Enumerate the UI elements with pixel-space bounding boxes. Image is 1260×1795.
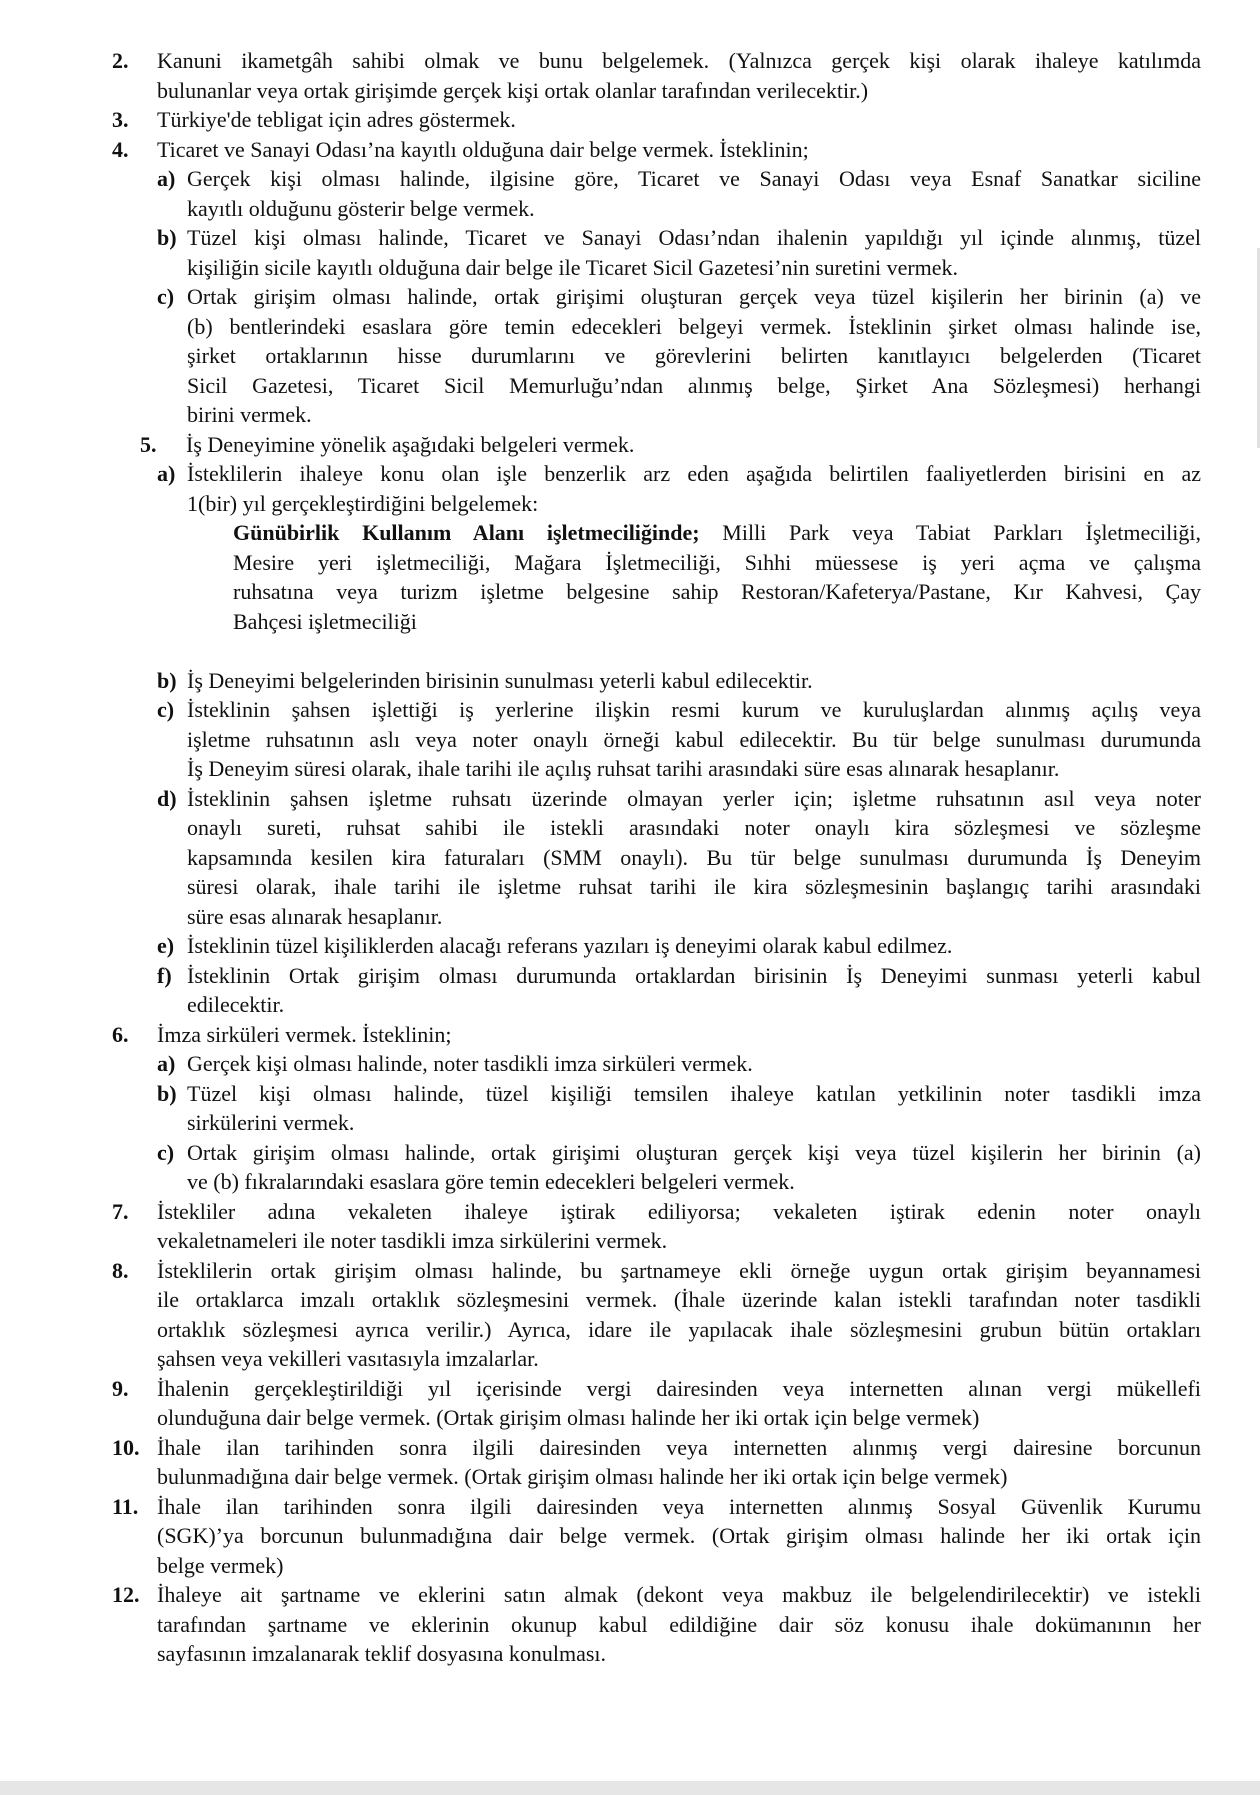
line-text: bulunmadığına dair belge vermek. (Ortak girişim olması halinde her iki ortak için belge vermek) [157, 1464, 1008, 1489]
line-text: tarafından şartname ve eklerinin okunup kabul edildiğine dair söz konusu ihale dokümanının her [157, 1611, 1201, 1637]
line-text: İstekliler adına vekaleten ihaleye iştirak ediliyorsa; vekaleten iştirak edenin noter onaylı [157, 1198, 1201, 1224]
sub-item-letter: c) [157, 1139, 175, 1165]
item-number: 4. [112, 136, 129, 162]
text-line [0, 813, 1260, 843]
text-line [0, 1610, 1260, 1640]
text-line [0, 1551, 1260, 1581]
text-line [0, 1108, 1260, 1138]
text-line [0, 371, 1260, 401]
line-text: edilecektir. [187, 992, 285, 1017]
text-line [0, 990, 1260, 1020]
text-line [0, 607, 1260, 637]
item-number: 10. [112, 1434, 140, 1460]
text-line [0, 1639, 1260, 1669]
text-line [0, 1344, 1260, 1374]
line-text: ile ortaklarca imzalı ortaklık sözleşmesini vermek. (İhale üzerinde kalan istekli tarafından noter tasdikli [157, 1287, 1201, 1312]
line-text: Tüzel kişi olması halinde, tüzel kişiliği temsilen ihaleye katılan yetkilinin noter tasdikli imza [187, 1080, 1201, 1106]
text-line [0, 1020, 1260, 1050]
text-line [0, 548, 1260, 578]
line-text: Gerçek kişi olması halinde, ilgisine göre, Ticaret ve Sanayi Odası veya Esnaf Sanatkar siciline [187, 166, 1201, 191]
line-text: Bahçesi işletmeciliği [233, 608, 417, 634]
item-number: 7. [112, 1198, 129, 1224]
bold-heading: Günübirlik Kullanım Alanı işletmeciliğinde; [233, 520, 700, 545]
item-number: 5. [140, 431, 157, 457]
text-line [0, 312, 1260, 342]
line-text: İsteklinin tüzel kişiliklerden alacağı referans yazıları iş deneyimi olarak kabul edilmez. [187, 933, 953, 958]
text-line [0, 164, 1260, 194]
line-text: İsteklinin Ortak girişim olması durumunda ortaklardan birisinin İş Deneyimi sunması yeterli kabul [187, 962, 1201, 988]
bottom-scroll-strip [0, 1781, 1260, 1795]
line-text: süresi olarak, ihale tarihi ile işletme ruhsat tarihi ile kira sözleşmesinin başlangıç tarihi arasındaki [187, 874, 1201, 899]
text-line [0, 1197, 1260, 1227]
text-line [0, 1285, 1260, 1315]
text-line [0, 1433, 1260, 1463]
line-text-rest: Milli Park veya Tabiat Parkları İşletmeciliği, [699, 520, 1201, 545]
text-line [0, 1492, 1260, 1522]
line-text: şirket ortaklarının hisse durumlarını ve görevlerini belirten kanıtlayıcı belgelerden (Ticaret [187, 343, 1201, 368]
line-text: İş Deneyimi belgelerinden birisinin sunulması yeterli kabul edilecektir. [187, 667, 813, 693]
line-text: İhale ilan tarihinden sonra ilgili dairesinden veya internetten alınmış vergi dairesine borcunun [157, 1434, 1201, 1460]
item-number: 3. [112, 107, 129, 132]
line-text: İsteklilerin ortak girişim olması halinde, bu şartnameye ekli örneğe uygun ortak girişim beyannamesi [157, 1257, 1201, 1283]
text-line [0, 1138, 1260, 1168]
text-line [0, 253, 1260, 283]
text-line [0, 1256, 1260, 1286]
text-line [0, 341, 1260, 371]
text-line [0, 518, 1260, 548]
text-line [0, 1374, 1260, 1404]
text-line [0, 725, 1260, 755]
text-line [0, 872, 1260, 902]
text-line [0, 931, 1260, 961]
text-line [0, 1049, 1260, 1079]
document-body [0, 46, 1260, 1669]
sub-item-letter: b) [157, 225, 177, 250]
text-line [0, 1079, 1260, 1109]
line-text: (b) bentlerindeki esaslara göre temin edecekleri belgeyi vermek. İsteklinin şirket olması halinde ise, [187, 313, 1201, 339]
line-text: İsteklilerin ihaleye konu olan işle benzerlik arz eden aşağıda belirtilen faaliyetlerden birisini en az [187, 461, 1201, 486]
line-text: olunduğuna dair belge vermek. (Ortak girişim olması halinde her iki ortak için belge vermek) [157, 1405, 980, 1430]
text-line [0, 46, 1260, 76]
text-line [0, 459, 1260, 489]
line-text: işletme ruhsatının aslı veya noter onaylı örneği kabul edilecektir. Bu tür belge sunulması durumunda [187, 726, 1201, 752]
item-number: 11. [112, 1493, 139, 1519]
line-text: Mesire yeri işletmeciliği, Mağara İşletmeciliği, Sıhhi müessese iş yeri açma ve çalışma [233, 549, 1201, 575]
item-number: 9. [112, 1375, 129, 1401]
line-text: vekaletnameleri ile noter tasdikli imza sirkülerini vermek. [157, 1228, 668, 1253]
line-text: kayıtlı olduğunu gösterir belge vermek. [187, 195, 535, 221]
sub-item-letter: a) [157, 1051, 176, 1076]
line-text: Ortak girişim olması halinde, ortak girişimi oluşturan gerçek kişi veya tüzel kişilerin her birinin (a) [187, 1139, 1201, 1165]
sub-item-letter: c) [157, 697, 175, 722]
line-text: ruhsatına veya turizm işletme belgesine sahip Restoran/Kafeterya/Pastane, Kır Kahvesi, Çay [233, 579, 1201, 604]
item-number: 2. [112, 48, 129, 73]
sub-item-letter: d) [157, 785, 177, 811]
line-text: bulunanlar veya ortak girişimde gerçek kişi ortak olanlar tarafından verilecektir.) [157, 77, 869, 103]
line-text: Tüzel kişi olması halinde, Ticaret ve Sanayi Odası’ndan ihalenin yapıldığı yıl içinde alınmış, tüzel [187, 225, 1201, 250]
text-line [0, 282, 1260, 312]
text-line [0, 1167, 1260, 1197]
text-line [0, 577, 1260, 607]
sub-item-letter: a) [157, 166, 176, 191]
text-line [0, 1315, 1260, 1345]
line-text: İhaleye ait şartname ve eklerini satın almak (dekont veya makbuz ile belgelendirilecektir) ve istekli [157, 1582, 1201, 1607]
line-text: Türkiye'de tebligat için adres göstermek. [157, 107, 516, 132]
line-text: İş Deneyimine yönelik aşağıdaki belgeleri vermek. [186, 431, 635, 457]
text-line [0, 400, 1260, 430]
item-number: 6. [112, 1021, 129, 1047]
item-number: 12. [112, 1582, 140, 1607]
text-line [0, 1521, 1260, 1551]
line-text: (SGK)’ya borcunun bulunmadığına dair belge vermek. (Ortak girişim olması halinde her iki ortak için [157, 1523, 1201, 1548]
line-text: ve (b) fıkralarındaki esaslara göre temin edecekleri belgeleri vermek. [187, 1169, 795, 1194]
text-line [0, 961, 1260, 991]
text-line [0, 135, 1260, 165]
line-text: ortaklık sözleşmesi ayrıca verilir.) Ayrıca, idare ile yapılacak ihale sözleşmesini grubun bütün ortakları [157, 1316, 1201, 1342]
text-line [0, 784, 1260, 814]
text-line [0, 666, 1260, 696]
line-text: şahsen veya vekilleri vasıtasıyla imzalarlar. [157, 1346, 539, 1371]
sub-item-letter: e) [157, 933, 175, 958]
line-text: İhalenin gerçekleştirildiği yıl içerisinde vergi dairesinden veya internetten alınan vergi mükellefi [157, 1375, 1201, 1401]
text-line [0, 902, 1260, 932]
line-text: Ticaret ve Sanayi Odası’na kayıtlı olduğuna dair belge vermek. İsteklinin; [157, 136, 809, 162]
line-text: belge vermek) [157, 1552, 284, 1578]
line-text: birini vermek. [187, 402, 312, 427]
line-text: kişiliğin sicile kayıtlı olduğuna dair belge ile Ticaret Sicil Gazetesi’nin suretini vermek. [187, 254, 959, 280]
line-text: kapsamında kesilen kira faturaları (SMM onaylı). Bu tür belge sunulması durumunda İş Deneyim [187, 844, 1201, 870]
item-number: 8. [112, 1257, 129, 1283]
sub-item-letter: b) [157, 667, 177, 693]
text-line [0, 1462, 1260, 1492]
sub-item-letter: c) [157, 284, 175, 309]
line-text: Sicil Gazetesi, Ticaret Sicil Memurluğu’ndan alınmış belge, Şirket Ana Sözleşmesi) herhangi [187, 372, 1201, 398]
blank-line [0, 636, 1260, 666]
line-text: sayfasının imzalanarak teklif dosyasına konulması. [157, 1641, 607, 1666]
text-line [0, 1403, 1260, 1433]
sub-item-letter: a) [157, 461, 176, 486]
text-line [0, 194, 1260, 224]
line-text: İsteklinin şahsen işlettiği iş yerlerine ilişkin resmi kurum ve kuruluşlardan alınmış açılış veya [187, 697, 1201, 722]
line-text [233, 518, 1201, 548]
text-line [0, 489, 1260, 519]
line-text: İhale ilan tarihinden sonra ilgili dairesinden veya internetten alınmış Sosyal Güvenlik Kurumu [157, 1493, 1201, 1519]
text-line [0, 223, 1260, 253]
sub-item-letter: b) [157, 1080, 177, 1106]
line-text: 1(bir) yıl gerçekleştirdiğini belgelemek: [187, 490, 539, 516]
line-text: onaylı sureti, ruhsat sahibi ile istekli arasındaki noter onaylı kira sözleşmesi ve sözleşme [187, 815, 1201, 840]
line-text: süre esas alınarak hesaplanır. [187, 903, 443, 929]
line-text: sirkülerini vermek. [187, 1110, 355, 1135]
text-line [0, 76, 1260, 106]
text-line [0, 843, 1260, 873]
text-line [0, 105, 1260, 135]
text-line [0, 1580, 1260, 1610]
text-line [0, 695, 1260, 725]
line-text: İş Deneyim süresi olarak, ihale tarihi ile açılış ruhsat tarihi arasındaki süre esas alınarak hesaplanır. [187, 756, 1060, 781]
line-text: İmza sirküleri vermek. İsteklinin; [157, 1021, 452, 1047]
sub-item-letter: f) [157, 962, 172, 988]
line-text: Kanuni ikametgâh sahibi olmak ve bunu belgelemek. (Yalnızca gerçek kişi olarak ihaleye katılımda [157, 48, 1201, 73]
text-line [0, 1226, 1260, 1256]
text-line [0, 754, 1260, 784]
line-text: Ortak girişim olması halinde, ortak girişimi oluşturan gerçek veya tüzel kişilerin her birinin (a) ve [187, 284, 1201, 309]
text-line [0, 430, 1260, 460]
line-text: Gerçek kişi olması halinde, noter tasdikli imza sirküleri vermek. [187, 1051, 753, 1076]
line-text: İsteklinin şahsen işletme ruhsatı üzerinde olmayan yerler için; işletme ruhsatının asıl veya noter [187, 785, 1201, 811]
